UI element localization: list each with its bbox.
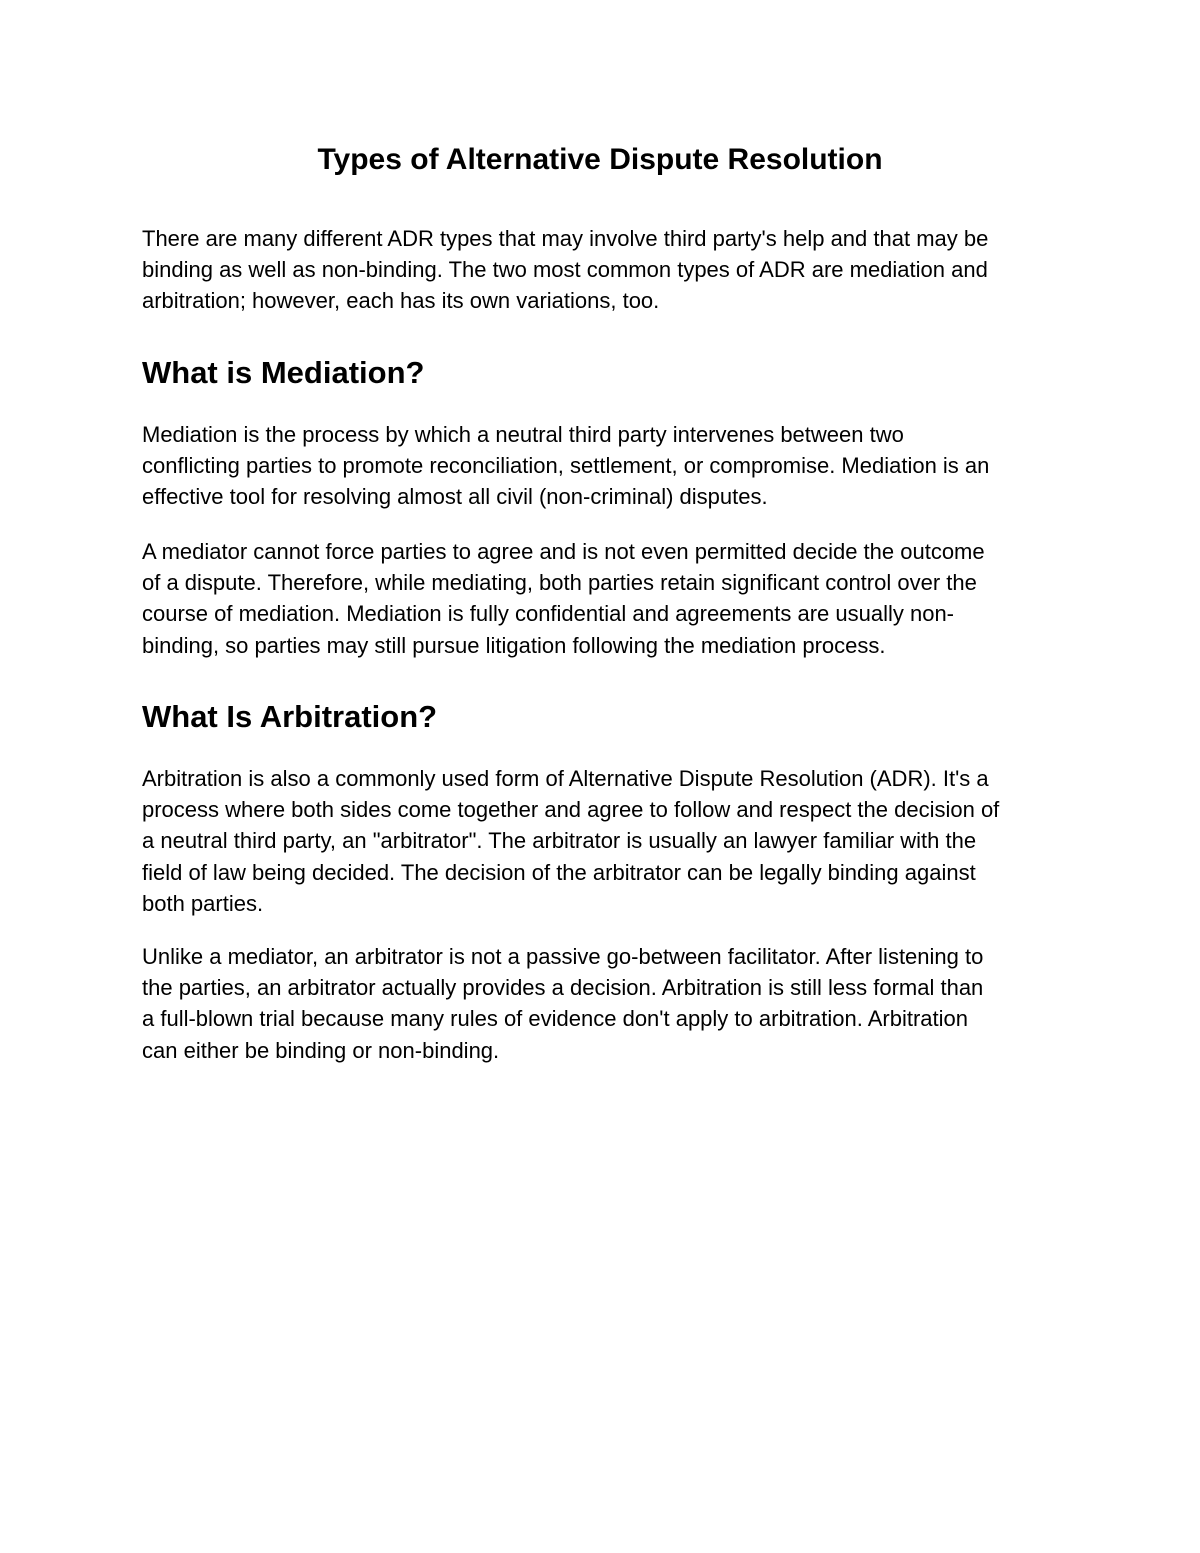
mediation-heading: What is Mediation? — [142, 355, 425, 390]
arbitration-heading: What Is Arbitration? — [142, 699, 438, 734]
mediation-paragraph-2 — [142, 536, 1062, 661]
document-title: Types of Alternative Dispute Resolution — [317, 143, 883, 176]
mediation-line: effective tool for resolving almost all civil (non-criminal) disputes. — [142, 484, 768, 510]
mediation-line: A mediator cannot force parties to agree and is not even permitted decide the outcome — [142, 539, 985, 564]
intro-paragraph — [142, 223, 1062, 317]
arbitration-line: process where both sides come together and agree to follow and respect the decision of — [142, 797, 1000, 823]
mediation-line: of a dispute. Therefore, while mediating, both parties retain significant control over the — [142, 570, 977, 596]
intro-line: binding as well as non-binding. The two most common types of ADR are mediation and — [142, 257, 988, 283]
mediation-line: binding, so parties may still pursue litigation following the mediation process. — [142, 632, 886, 658]
arbitration-line: Arbitration is also a commonly used form of Alternative Dispute Resolution (ADR). It's a — [142, 766, 989, 791]
arbitration-line: can either be binding or non-binding. — [142, 1037, 500, 1063]
mediation-line: Mediation is the process by which a neutral third party intervenes between two — [142, 422, 904, 447]
mediation-paragraph-1 — [142, 419, 1062, 513]
arbitration-line: a full-blown trial because many rules of evidence don't apply to arbitration. Arbitration — [142, 1006, 968, 1032]
arbitration-paragraph-2 — [142, 941, 1062, 1066]
intro-line: There are many different ADR types that may involve third party's help and that may be — [142, 226, 989, 251]
arbitration-line: Unlike a mediator, an arbitrator is not a passive go-between facilitator. After listening to — [142, 944, 984, 969]
intro-line: arbitration; however, each has its own variations, too. — [142, 288, 660, 314]
arbitration-line: a neutral third party, an "arbitrator". The arbitrator is usually an lawyer familiar with the — [142, 828, 977, 854]
arbitration-line: the parties, an arbitrator actually provides a decision. Arbitration is still less formal than — [142, 975, 984, 1001]
arbitration-line: field of law being decided. The decision of the arbitrator can be legally binding against — [142, 859, 976, 885]
arbitration-line: both parties. — [142, 890, 264, 916]
arbitration-paragraph-1 — [142, 763, 1062, 919]
mediation-line: course of mediation. Mediation is fully confidential and agreements are usually non- — [142, 601, 955, 627]
mediation-line: conflicting parties to promote reconciliation, settlement, or compromise. Mediation is an — [142, 453, 990, 479]
